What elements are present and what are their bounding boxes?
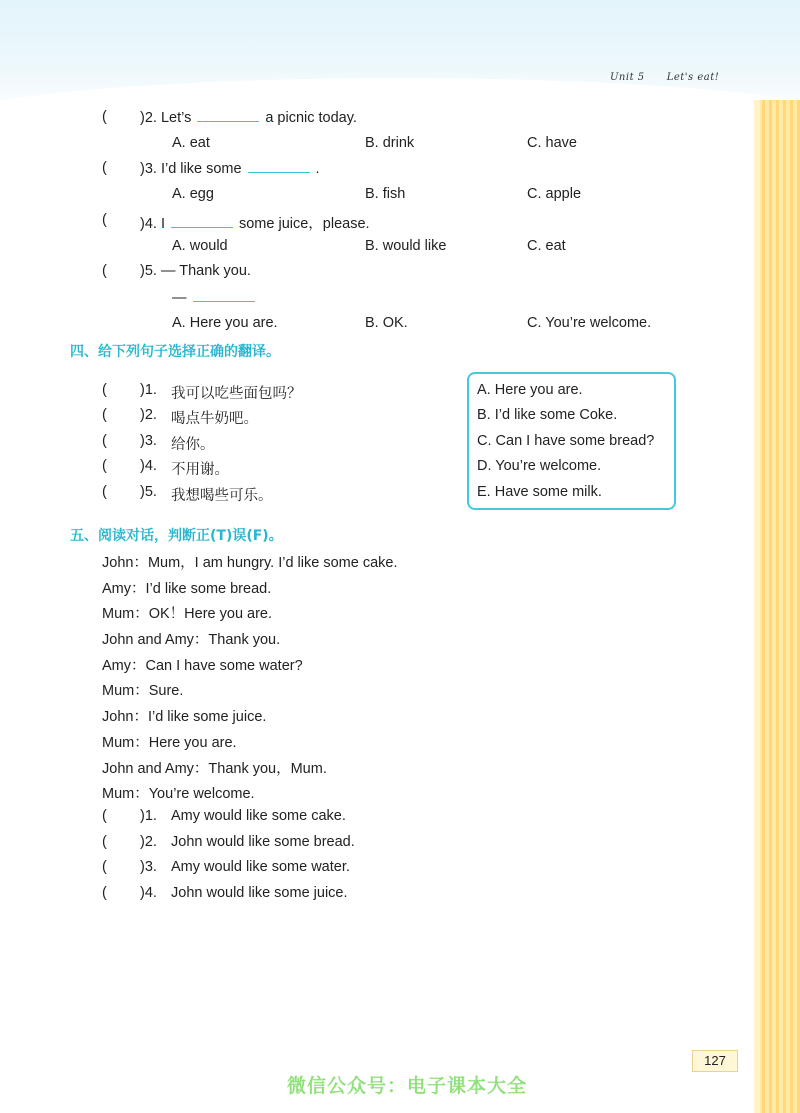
page-edge-highlight (754, 100, 760, 1113)
question-pre: — Thank you. (160, 263, 251, 279)
answer-paren[interactable]: ( (102, 407, 107, 423)
answer-blank[interactable] (171, 215, 233, 228)
option-c[interactable]: C. eat (527, 238, 566, 254)
question-number: )3. (140, 161, 157, 177)
option-a[interactable]: A. would (172, 238, 228, 254)
answer-paren[interactable]: ( (102, 212, 107, 228)
dialogue-line: Amy：Can I have some water? (102, 658, 303, 674)
option-c[interactable]: C. apple (527, 186, 582, 202)
question-response-line (172, 289, 261, 306)
question-pre: I (160, 216, 165, 232)
option-a[interactable]: A. eat (172, 135, 210, 151)
question-text (140, 160, 320, 177)
answer-paren[interactable]: ( (102, 834, 107, 850)
item-number: )3. (140, 433, 157, 449)
question-text (140, 263, 251, 279)
section4-title: 四、给下列句子选择正确的翻译。 (70, 344, 280, 360)
dialogue-line: Amy：I’d like some bread. (102, 581, 272, 597)
item-text: 不用谢。 (171, 462, 229, 478)
dialogue-line: Mum：You’re welcome. (102, 786, 255, 802)
page-stack-edge (758, 100, 800, 1113)
unit-label: Unit 5 (610, 72, 645, 83)
answer-blank[interactable] (248, 160, 310, 173)
dialogue-line: Mum：Here you are. (102, 735, 237, 751)
item-text: 我想喝些可乐。 (171, 488, 273, 504)
dialogue-line: Mum：OK！Here you are. (102, 606, 273, 622)
answer-paren[interactable]: ( (102, 885, 107, 901)
dialogue-line: John：Mum，I am hungry. I’d like some cake. (102, 555, 398, 571)
question-text (140, 212, 370, 233)
translation-option-e: E. Have some milk. (477, 484, 602, 500)
item-text: 给你。 (171, 437, 215, 453)
item-text: 我可以吃些面包吗？ (171, 386, 302, 402)
dialogue-line: John and Amy：Thank you. (102, 632, 281, 648)
answer-paren[interactable]: ( (102, 160, 107, 176)
option-b[interactable]: B. drink (365, 135, 415, 151)
response-dash: — (172, 290, 187, 306)
option-c[interactable]: C. You’re welcome. (527, 315, 652, 331)
answer-paren[interactable]: ( (102, 382, 107, 398)
statement-number: )2. (140, 834, 157, 850)
option-a[interactable]: A. egg (172, 186, 214, 202)
unit-header (610, 72, 719, 83)
statement-number: )1. (140, 808, 157, 824)
translation-option-c: C. Can I have some bread? (477, 433, 655, 449)
statement-text: Amy would like some water. (171, 859, 350, 875)
dialogue-line: John：I’d like some juice. (102, 709, 267, 725)
option-b[interactable]: B. OK. (365, 315, 408, 331)
item-number: )1. (140, 382, 157, 398)
question-number: )4. (140, 216, 157, 232)
statement-text: Amy would like some cake. (171, 808, 346, 824)
item-number: )2. (140, 407, 157, 423)
translation-option-b: B. I’d like some Coke. (477, 407, 618, 423)
translation-option-a: A. Here you are. (477, 382, 583, 398)
answer-paren[interactable]: ( (102, 859, 107, 875)
question-number: )5. (140, 263, 157, 279)
option-a[interactable]: A. Here you are. (172, 315, 278, 331)
lesson-label: Let's eat! (666, 72, 720, 83)
answer-paren[interactable]: ( (102, 484, 107, 500)
option-c[interactable]: C. have (527, 135, 577, 151)
option-b[interactable]: B. would like (365, 238, 447, 254)
answer-paren[interactable]: ( (102, 808, 107, 824)
page-number: 127 (692, 1050, 738, 1072)
question-text (140, 109, 357, 126)
question-post: some juice，please. (238, 216, 370, 232)
question-pre: I’d like some (160, 161, 242, 177)
item-text: 喝点牛奶吧。 (171, 411, 258, 427)
question-post: a picnic today. (265, 110, 357, 126)
statement-text: John would like some bread. (171, 834, 355, 850)
answer-paren[interactable]: ( (102, 433, 107, 449)
statement-number: )3. (140, 859, 157, 875)
answer-blank[interactable] (197, 109, 259, 122)
item-number: )5. (140, 484, 157, 500)
statement-text: John would like some juice. (171, 885, 348, 901)
section5-title: 五、阅读对话，判断正(T)误(F)。 (70, 528, 283, 544)
answer-blank[interactable] (193, 289, 255, 302)
dialogue-line: Mum：Sure. (102, 683, 184, 699)
answer-paren[interactable]: ( (102, 109, 107, 125)
dialogue-line: John and Amy：Thank you，Mum. (102, 761, 327, 777)
watermark-text: 微信公众号：电子课本大全 (287, 1075, 528, 1097)
question-pre: Let’s (160, 110, 192, 126)
top-curve (0, 78, 800, 238)
answer-paren[interactable]: ( (102, 458, 107, 474)
question-number: )2. (140, 110, 157, 126)
answer-paren[interactable]: ( (102, 263, 107, 279)
statement-number: )4. (140, 885, 157, 901)
translation-option-d: D. You’re welcome. (477, 458, 602, 474)
item-number: )4. (140, 458, 157, 474)
question-post: . (315, 161, 320, 177)
option-b[interactable]: B. fish (365, 186, 406, 202)
